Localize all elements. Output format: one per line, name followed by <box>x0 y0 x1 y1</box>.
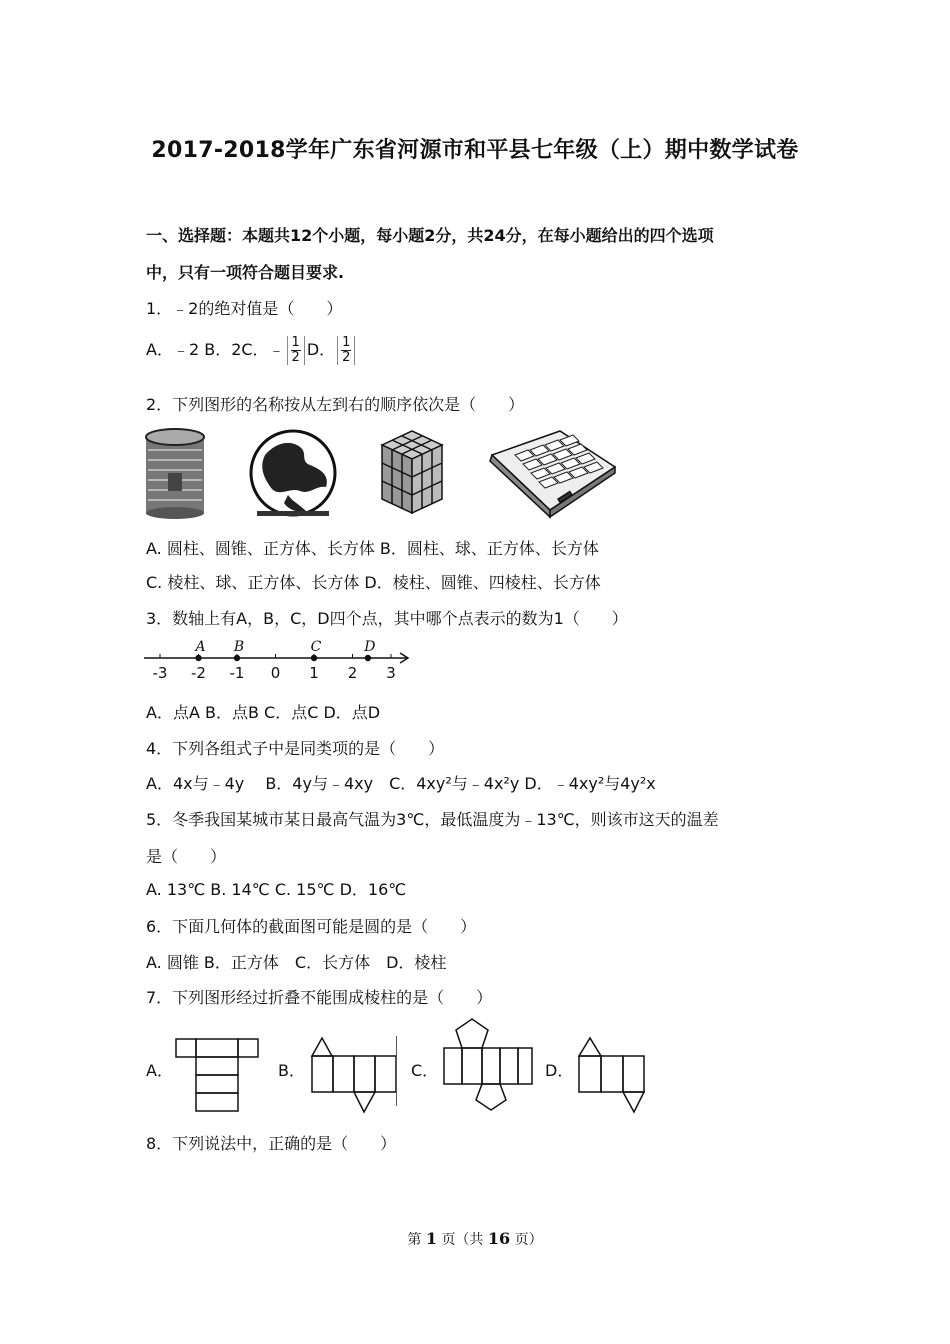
q7-option-d-label: D． <box>545 1061 574 1080</box>
q8-stem: 8．下列说法中，正确的是（ ） <box>146 1134 397 1153</box>
number-line-point-label: B <box>233 639 245 655</box>
net-d-figure <box>574 1034 654 1116</box>
number-line <box>140 632 420 684</box>
fraction-d <box>337 336 355 365</box>
footer-pre: 第 <box>407 1232 422 1248</box>
q2-figures <box>140 425 620 520</box>
q1-options <box>146 336 357 365</box>
q1-options-d: D． <box>306 340 336 359</box>
number-line-point-label: C <box>310 639 322 655</box>
q2-options-cd: C. 棱柱、球、正方体、长方体 D．棱柱、圆锥、四棱柱、长方体 <box>146 573 601 592</box>
footer-post: 页） <box>514 1232 543 1248</box>
number-line-tick-label: -2 <box>191 664 206 682</box>
globe-image <box>251 431 335 516</box>
q5-stem-line1: 5．冬季我国某城市某日最高气温为3℃，最低温度为﹣13℃，则该市这天的温差 <box>146 810 719 829</box>
number-line-point-label: D <box>364 639 376 655</box>
q2-options-ab: A. 圆柱、圆锥、正方体、长方体 B．圆柱、球、正方体、长方体 <box>146 539 599 558</box>
number-line-point-b <box>234 655 240 661</box>
q3-options: A．点A B．点B C．点C D．点D <box>146 703 381 722</box>
q5-stem-line2: 是（ ） <box>146 847 227 866</box>
number-line-tick-label: 1 <box>309 664 319 682</box>
fraction-c <box>287 336 305 365</box>
number-line-tick-label: -3 <box>152 664 168 682</box>
fraction-d-numerator: 1 <box>342 335 351 350</box>
q5-options: A. 13℃ B. 14℃ C. 15℃ D．16℃ <box>146 880 407 899</box>
fraction-c-denominator: 2 <box>291 350 300 365</box>
section-heading-line1: 一、选择题：本题共12个小题，每小题2分，共24分，在每小题给出的四个选项 <box>146 226 714 245</box>
q7-option-a-label: A． <box>146 1061 173 1080</box>
q3-stem: 3．数轴上有A，B，C，D四个点，其中哪个点表示的数为1（ ） <box>146 609 628 628</box>
cylinder-can-image <box>146 429 204 519</box>
net-c-figure <box>440 1016 536 1112</box>
calculator-image <box>490 431 615 517</box>
number-line-tick-label: 3 <box>386 664 396 682</box>
page-title: 2017-2018学年广东省河源市和平县七年级（上）期中数学试卷 <box>151 138 799 163</box>
page-footer <box>0 1229 950 1249</box>
q6-options: A. 圆锥 B．正方体 C．长方体 D．棱柱 <box>146 953 447 972</box>
q6-stem: 6．下面几何体的截面图可能是圆的是（ ） <box>146 917 477 936</box>
q4-stem: 4．下列各组式子中是同类项的是（ ） <box>146 739 445 758</box>
number-line-point-label: A <box>195 639 206 655</box>
footer-mid: 页（共 <box>441 1232 484 1248</box>
footer-total-pages: 16 <box>487 1229 511 1248</box>
number-line-tick-label: 2 <box>347 664 358 682</box>
q1-options-prefix: A．﹣2 B．2C．﹣ <box>146 340 285 359</box>
number-line-tick-label: 0 <box>270 664 281 682</box>
q7-stem: 7．下列图形经过折叠不能围成棱柱的是（ ） <box>146 988 493 1007</box>
number-line-point-a <box>195 655 201 661</box>
q7-option-c-label: C． <box>411 1061 439 1080</box>
number-line-point-d <box>365 655 371 661</box>
q1-stem: 1．﹣2的绝对值是（ ） <box>146 299 343 318</box>
q7-divider <box>396 1036 397 1106</box>
q7-option-b-label: B． <box>278 1061 305 1080</box>
net-a-figure <box>172 1036 262 1114</box>
net-b-figure <box>308 1034 408 1116</box>
fraction-c-numerator: 1 <box>291 335 300 350</box>
footer-page-number: 1 <box>425 1229 437 1248</box>
number-line-point-c <box>311 655 317 661</box>
number-line-tick-label: -1 <box>229 664 245 682</box>
q4-options: A．4x与﹣4y B．4y与﹣4xy C．4xy²与﹣4x²y D．﹣4xy²与4y²x <box>146 774 656 793</box>
q2-stem: 2．下列图形的名称按从左到右的顺序依次是（ ） <box>146 395 525 414</box>
rubiks-cube-image <box>382 431 442 513</box>
section-heading-line2: 中，只有一项符合题目要求. <box>146 263 345 282</box>
fraction-d-denominator: 2 <box>342 350 351 365</box>
